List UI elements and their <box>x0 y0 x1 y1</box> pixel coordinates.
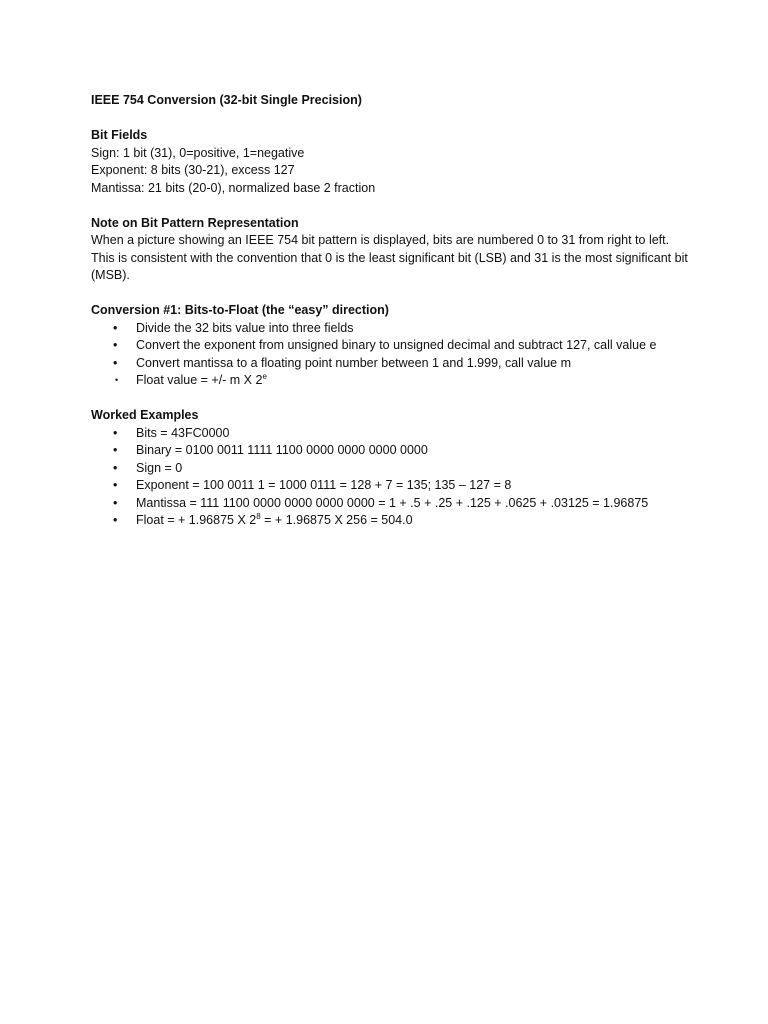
spacer <box>91 110 691 128</box>
list-item-text: Convert mantissa to a floating point number between 1 and 1.999, call value m <box>136 355 571 370</box>
float-value-text: Float value = +/- m X 2 <box>136 373 263 387</box>
list-item <box>91 372 691 390</box>
bullet-icon: • <box>113 320 118 335</box>
spacer <box>91 285 691 303</box>
bullet-icon: • <box>115 375 119 385</box>
list-item <box>91 355 691 373</box>
list-item-text: Convert the exponent from unsigned binary to unsigned decimal and subtract 127, call value e <box>136 338 657 352</box>
float-result-suffix: = + 1.96875 X 256 = 504.0 <box>260 513 413 527</box>
spacer <box>91 197 691 215</box>
list-item-text: Sign = 0 <box>136 460 183 475</box>
list-item-text: Exponent = 100 0011 1 = 1000 0111 = 128 + 7 = 135; 135 – 127 = 8 <box>136 478 512 492</box>
conversion-heading: Conversion #1: Bits-to-Float (the “easy” direction) <box>91 303 389 317</box>
conversion-steps-list <box>91 320 691 390</box>
document-page <box>91 92 691 530</box>
list-item-text: Bits = 43FC0000 <box>136 425 230 440</box>
worked-examples-list <box>91 425 691 530</box>
list-item-text: Mantissa = 111 1100 0000 0000 0000 0000 = 1 + .5 + .25 + .125 + .0625 + .03125 = 1.96875 <box>136 495 649 510</box>
float-result-prefix: Float = + 1.96875 X 2 <box>136 513 257 527</box>
bit-fields-heading: Bit Fields <box>91 128 148 142</box>
list-item <box>91 320 691 338</box>
list-item <box>91 512 691 530</box>
document-title: IEEE 754 Conversion (32-bit Single Precision) <box>91 93 362 107</box>
list-item <box>91 495 691 513</box>
list-item <box>91 425 691 443</box>
bit-field-mantissa: Mantissa: 21 bits (20-0), normalized base 2 fraction <box>91 180 376 195</box>
bit-field-sign: Sign: 1 bit (31), 0=positive, 1=negative <box>91 145 305 160</box>
spacer <box>91 390 691 408</box>
bullet-icon: • <box>113 338 118 352</box>
worked-examples-heading: Worked Examples <box>91 408 199 422</box>
bullet-icon: • <box>113 478 118 492</box>
bullet-icon: • <box>113 355 118 370</box>
bullet-icon: • <box>113 460 118 475</box>
note-heading: Note on Bit Pattern Representation <box>91 215 299 230</box>
bullet-icon: • <box>113 443 118 457</box>
list-item <box>91 442 691 460</box>
exponent-superscript: e <box>262 371 267 381</box>
list-item <box>91 337 691 355</box>
note-paragraph: When a picture showing an IEEE 754 bit pattern is displayed, bits are numbered 0 to 31 from right to left. This is consistent with the convention that 0 is the least significant bit (LSB) and 31 is the most significant bit (MSB). <box>91 233 688 282</box>
bullet-icon: • <box>113 495 118 510</box>
bullet-icon: • <box>113 425 118 440</box>
bit-field-exponent: Exponent: 8 bits (30-21), excess 127 <box>91 163 295 177</box>
list-item-text: Divide the 32 bits value into three fields <box>136 320 354 335</box>
bullet-icon: • <box>113 513 118 527</box>
list-item <box>91 460 691 478</box>
exponent-superscript: 8 <box>256 511 261 521</box>
list-item-text: Binary = 0100 0011 1111 1100 0000 0000 0000 0000 <box>136 443 428 457</box>
list-item <box>91 477 691 495</box>
